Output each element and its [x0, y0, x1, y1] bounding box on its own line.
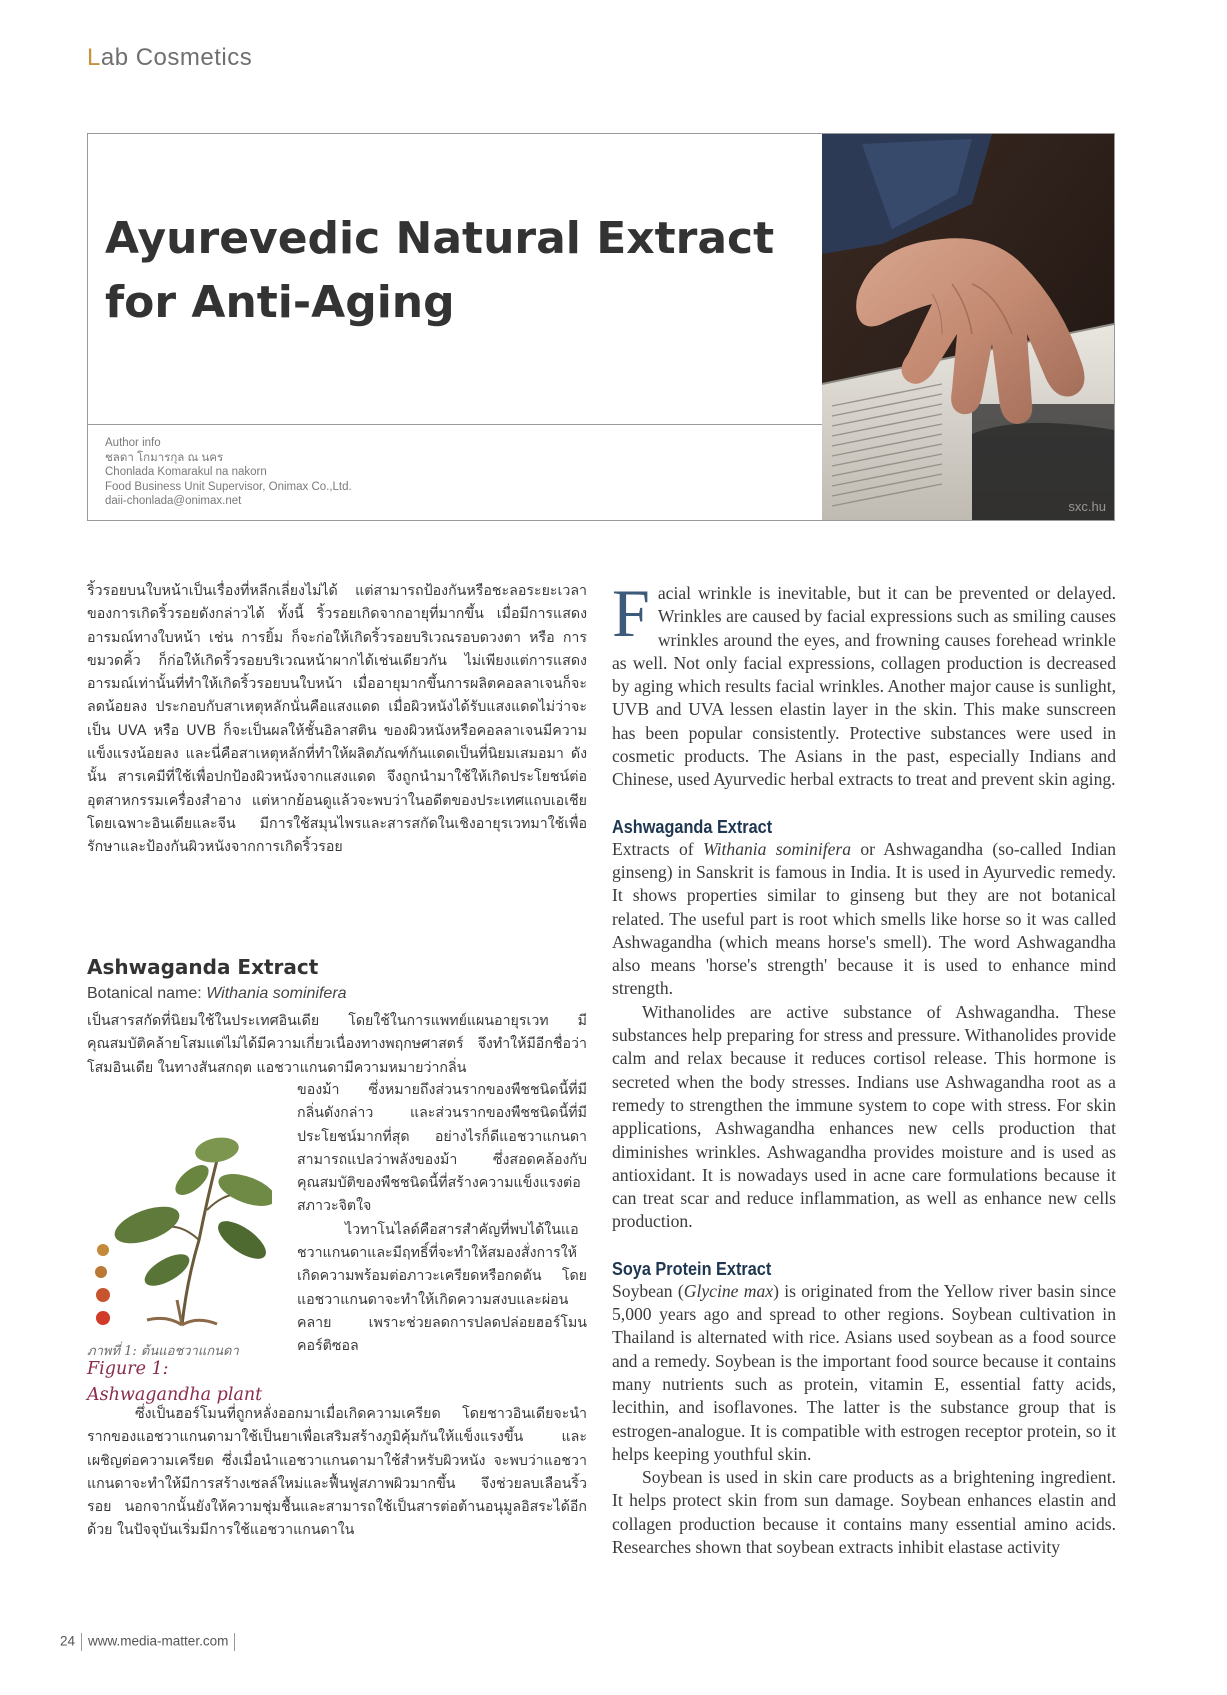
thai-para-b1-text: ของม้า ซึ่งหมายถึงส่วนรากของพืชชนิดนี้ที่มีกลิ่นดังกล่าว และส่วนรากของพืชชนิดนี้ที่มีประโยชน์มากที่สุด อย่างไรก็ดีแอชวาแกนดาสามารถแปลว่าพลังของม้า ซึ่งสอดคล้องกับคุณสมบัติของพืชชนิดนี้ที่สร้างความแข็งแรงต่อสภาวะจิตใจ: [297, 1082, 587, 1215]
english-paragraph-3: [612, 1280, 1116, 1466]
p1-species: Withania sominifera: [702, 838, 852, 859]
header-photo: [822, 134, 1114, 520]
section-name: ab Cosmetics: [100, 44, 253, 71]
english-heading-soya: Soya Protein Extract: [612, 1257, 772, 1279]
author-position: Food Business Unit Supervisor, Onimax Co.,Ltd.: [105, 480, 352, 493]
author-info-heading: Author info: [105, 437, 161, 449]
figure-caption-english: Figure 1: Ashwagandha plant: [87, 1359, 263, 1405]
english-paragraph-2: Withanolides are active substance of Ashwagandha. These substances help preparing for stress and pressure. Withanolides provide calm and relax because it reduces cortisol release. This hormone is secreted when the body stresses. Indians use Ashwagandha root as a remedy to strengthen the immune system to cope with stress. For skin applications, Ashwagandha enhances new cells production that diminishes wrinkles. Ashwagandha provides moisture and is used as antioxidant. It is nowadays used in acne care formulations because it can treat scar and reduce inflammation, as well as enhance new cells production.: [612, 1001, 1116, 1232]
english-heading-ashwaganda: Ashwaganda Extract: [612, 815, 773, 837]
title-line-2: for Anti-Aging: [105, 277, 455, 328]
english-paragraph-1: [612, 838, 1116, 1001]
section-initial: L: [87, 44, 101, 71]
author-name: Chonlada Komarakul na nakorn: [105, 466, 267, 478]
english-paragraph-4: Soybean is used in skin care products as a brightening ingredient. It helps protect skin from sun damage. Soybean enhances elastin and collagen production because it contains many essential amino acids. Researches shown that soybean extracts inhibit elastase activity: [612, 1467, 1116, 1557]
ashwagandha-plant-image: [87, 1120, 272, 1335]
thai-section-heading: Ashwaganda Extract: [87, 955, 319, 979]
footer-url: www.media-matter.com: [88, 1633, 229, 1649]
english-column: [612, 575, 1116, 1559]
title-line-1: Ayurevedic Natural Extract: [105, 213, 775, 264]
thai-intro: [87, 580, 587, 860]
thai-paragraph-b: [297, 1079, 587, 1359]
drop-cap: F: [612, 575, 650, 651]
hand-on-book-image: [822, 134, 1114, 520]
p1-pre: Extracts of: [612, 838, 703, 859]
p3-post: ) is originated from the Yellow river basin since 5,000 years ago and spread to other regions. Soybean cultivation in Thailand is alternated with rice. Asians used soybean as a food source and a remedy. Soybean is the important food source because it contains many nutrients such as protein, vitamin E, essential fatty acids, lecithin, and isoflavones. The latter is the substance group that is estrogen-analogue. It is compatible with estrogen receptor protein, so it helps keeping youthful skin.: [612, 1280, 1116, 1464]
article-title: [105, 207, 805, 335]
footer-divider: [81, 1633, 82, 1651]
english-intro-text: acial wrinkle is inevitable, but it can be prevented or delayed. Wrinkles are caused by facial expressions such as smiling causes wrinkles around the eyes, and frowning causes forehead wrinkle as well. Not only facial expressions, collagen production is decreased by aging which results facial wrinkles. Another major cause is sunlight, UVB and UVA lessen elastin layer in the skin. This make sunscreen has been popular consistently. Protective substances were used in cosmetic products. The Asians in the past, especially Indians and Chinese, used Ayurvedic herbal extracts to treat and prevent skin aging.: [612, 583, 1116, 790]
author-divider: [87, 424, 822, 425]
section-label: [87, 44, 252, 72]
thai-paragraph-a: [87, 1010, 587, 1080]
thai-para-a-text: เป็นสารสกัดที่นิยมใช้ในประเทศอินเดีย โดยใช้ในการแพทย์แผนอายุรเวท มีคุณสมบัติคล้ายโสมแต่ไม่ได้มีความเกี่ยวเนื่องทางพฤกษศาสตร์ จึงทำให้มีอีกชื่อว่าโสมอินเดีย ในทางสันสกฤต แอชวาแกนดามีความหมายว่ากลิ่น: [87, 1013, 587, 1076]
botanical-name: [87, 985, 347, 1003]
english-intro-paragraph: [612, 575, 1116, 792]
botanical-label: Botanical name:: [87, 985, 202, 1002]
thai-para-b2-text: ไวทาโนไลด์คือสารสำคัญที่พบได้ในแอชวาแกนดาและมีฤทธิ์ที่จะทำให้สมองสั่งการให้เกิดความพร้อมต่อภาวะเครียดหรือกดดัน โดยแอชวาแกนดาจะทำให้เกิดความสงบและผ่อนคลาย เพราะช่วยลดการปลดปล่อยฮอร์โมนคอร์ติซอล: [297, 1221, 587, 1355]
p3-species: Glycine max: [683, 1280, 774, 1301]
thai-para-c-text: ซึ่งเป็นฮอร์โมนที่ถูกหลั่งออกมาเมื่อเกิดความเครียด โดยชาวอินเดียจะนำรากของแอชวาแกนดามาใช้เป็นยาเพื่อเสริมสร้างภูมิคุ้มกันให้แข็งแรงขึ้น และเผชิญต่อความเครียด ซึ่งเมื่อนำแอชวาแกนดามาใช้สำหรับผิวหนัง จะพบว่าแอชวาแกนดาจะทำให้มีการสร้างเซลล์ใหม่และฟื้นฟูสภาพผิวมากขึ้น จึงช่วยลบเลือนริ้วรอย นอกจากนั้นยังให้ความชุ่มชื้นและสามารถใช้เป็นสารต่อต้านอนุมูลอิสระได้อีกด้วย ในปัจจุบันเริ่มมีการใช้แอชวาแกนดาใน: [87, 1406, 587, 1539]
p1-post: or Ashwagandha (so-called Indian ginseng) in Sanskrit is famous in India. It is used in Ayurvedic remedy. It shows properties similar to ginseng but they are not botanical related. The useful part is root which smells like horse so it was called Ashwagandha (which means horse's smell). The word Ashwagandha also means 'horse's strength' because it is used to enhance mind strength.: [612, 838, 1116, 999]
thai-intro-paragraph: ริ้วรอยบนใบหน้าเป็นเรื่องที่หลีกเลี่ยงไม่ได้ แต่สามารถป้องกันหรือชะลอระยะเวลาของการเกิดริ้วรอยดังกล่าวได้ ทั้งนี้ ริ้วรอยเกิดจากอายุที่มากขึ้น เมื่อมีการแสดงอารมณ์ทางใบหน้า เช่น การยิ้ม ก็จะก่อให้เกิดริ้วรอยบริเวณรอบดวงตา หรือ การขมวดคิ้ว ก็ก่อให้เกิดริ้วรอยบริเวณหน้าผากได้เช่นเดียวกัน ไม่เพียงแต่การแสดงอารมณ์เท่านั้นที่ทำให้เกิดริ้วรอยบนใบหน้า เมื่ออายุมากขึ้นการผลิตคอลลาเจนก็จะลดน้อยลง ประกอบกับสาเหตุหลักนั่นคือแสงแดด เมื่อผิวหนังได้รับแสงแดดไม่ว่าจะเป็น UVA หรือ UVB ก็จะเป็นผลให้ชั้นอิลาสติน ของผิวหนังหรือคอลลาเจนมีความแข็งแรงน้อยลง และนี่คือสาเหตุหลักที่ทำให้ผลิตภัณฑ์กันแดดเป็นที่นิยมเสมอมา ดังนั้น สารเคมีที่ใช้เพื่อปกป้องผิวหนังจากแสงแดด จึงถูกนำมาใช้ให้เกิดประโยชน์ต่ออุตสาหกรรมเครื่องสำอาง แต่หากย้อนดูแล้วจะพบว่าในอดีตของประเทศแถบเอเชีย โดยเฉพาะอินเดียและจีน มีการใช้สมุนไพรและสารสกัดในเชิงอายุรเวทมาใช้เพื่อรักษาและป้องกันผิวหนังจากการเกิดริ้วรอย: [87, 583, 587, 856]
thai-paragraph-c: [87, 1403, 587, 1543]
author-name-thai: ชลดา โกมารกุล ณ นคร: [105, 451, 224, 464]
page-footer: [60, 1633, 241, 1651]
botanical-value: Withania sominifera: [206, 985, 347, 1002]
figure-caption-thai: ภาพที่ 1: ต้นแอชวาแกนดา: [87, 1344, 239, 1359]
p3-pre: Soybean (: [612, 1280, 684, 1301]
author-info: [105, 436, 352, 509]
author-email: daii-chonlada@onimax.net: [105, 495, 242, 507]
photo-credit: sxc.hu: [1068, 499, 1106, 514]
footer-divider-end: [234, 1633, 235, 1651]
page-number: 24: [60, 1633, 76, 1649]
plant-illustration: [87, 1120, 272, 1335]
